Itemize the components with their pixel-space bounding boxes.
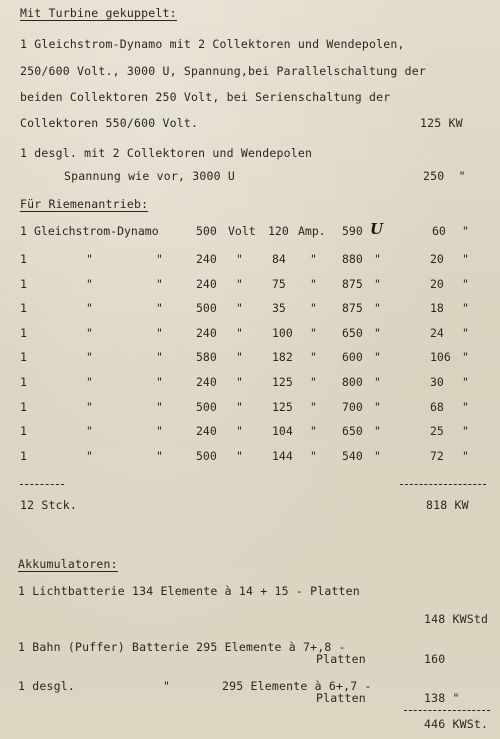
row-ditto-4: " <box>310 252 317 266</box>
subtotal-rule-right <box>400 484 486 485</box>
row-volt: 240 <box>196 252 217 266</box>
akku-line-3-platten: Platten <box>316 691 366 705</box>
turbine-kw-2: 250 " <box>423 169 466 183</box>
row-amp: 100 <box>272 325 293 340</box>
belt-first-desc: Gleichstrom-Dynamo <box>34 224 159 238</box>
row-ditto-4: " <box>310 325 317 340</box>
akku-line-3-label: 1 desgl. <box>18 679 75 693</box>
subtotal-rule-left <box>20 484 64 485</box>
row-ditto-5: " <box>374 276 381 291</box>
row-ditto-6: " <box>462 375 469 389</box>
akku-line-3: 295 Elemente à 6+,7 - <box>222 679 372 693</box>
row-rpm: 650 <box>342 424 363 439</box>
row-ditto-6: " <box>462 424 469 439</box>
row-ditto-5: " <box>374 448 381 463</box>
row-ditto-4: " <box>310 448 317 463</box>
row-ditto-1: " <box>86 301 93 316</box>
row-ditto-2: " <box>156 301 163 316</box>
row-ditto-2: " <box>156 375 163 389</box>
row-qty: 1 <box>20 448 27 463</box>
row-ditto-1: " <box>86 375 93 389</box>
row-ditto-1: " <box>86 350 93 365</box>
row-ditto-5: " <box>374 350 381 365</box>
row-qty: 1 <box>20 375 27 389</box>
row-ditto-3: " <box>236 375 243 389</box>
belt-first-amp-unit: Amp. <box>298 224 326 238</box>
akku-line-1-value: 148 KWStd <box>424 612 489 626</box>
akku-heading: Akkumulatoren: <box>18 557 118 571</box>
row-volt: 500 <box>196 448 217 463</box>
row-ditto-5: " <box>374 375 381 389</box>
row-amp: 84 <box>272 252 286 266</box>
row-ditto-3: " <box>236 252 243 266</box>
row-kw: 24 <box>430 325 444 340</box>
row-qty: 1 <box>20 276 27 291</box>
akku-line-1: 1 Lichtbatterie 134 Elemente à 14 + 15 - Platten <box>18 584 360 598</box>
row-amp: 104 <box>272 424 293 439</box>
row-rpm: 600 <box>342 350 363 365</box>
row-kw: 18 <box>430 301 444 316</box>
row-qty: 1 <box>20 252 27 266</box>
row-amp: 182 <box>272 350 293 365</box>
row-volt: 500 <box>196 399 217 414</box>
row-rpm: 875 <box>342 301 363 316</box>
row-ditto-1: " <box>86 424 93 439</box>
row-qty: 1 <box>20 325 27 340</box>
belt-first-qty: 1 <box>20 224 27 238</box>
row-ditto-6: " <box>462 399 469 414</box>
belt-total-qty: 12 Stck. <box>20 498 77 512</box>
turbine-kw-1: 125 KW <box>420 116 463 130</box>
row-volt: 240 <box>196 375 217 389</box>
row-ditto-2: " <box>156 276 163 291</box>
row-ditto-6: " <box>462 448 469 463</box>
row-ditto-3: " <box>236 276 243 291</box>
row-kw: 20 <box>430 252 444 266</box>
row-ditto-4: " <box>310 350 317 365</box>
row-ditto-1: " <box>86 448 93 463</box>
row-ditto-1: " <box>86 325 93 340</box>
row-ditto-3: " <box>236 350 243 365</box>
row-volt: 580 <box>196 350 217 365</box>
row-ditto-5: " <box>374 424 381 439</box>
row-rpm: 880 <box>342 252 363 266</box>
row-kw: 25 <box>430 424 444 439</box>
belt-first-kw: 60 <box>432 224 446 238</box>
row-ditto-4: " <box>310 276 317 291</box>
row-ditto-4: " <box>310 375 317 389</box>
row-rpm: 800 <box>342 375 363 389</box>
akku-line-3-ditto: " <box>163 679 171 693</box>
belt-first-rpm-unit: U <box>370 220 384 238</box>
row-kw: 68 <box>430 399 444 414</box>
row-ditto-4: " <box>310 301 317 316</box>
row-volt: 240 <box>196 276 217 291</box>
row-volt: 240 <box>196 424 217 439</box>
row-ditto-3: " <box>236 325 243 340</box>
row-ditto-2: " <box>156 350 163 365</box>
row-ditto-2: " <box>156 448 163 463</box>
belt-first-volt-unit: Volt <box>228 224 256 238</box>
row-ditto-5: " <box>374 399 381 414</box>
turbine-line-4: Collektoren 550/600 Volt. <box>20 116 199 130</box>
row-ditto-2: " <box>156 424 163 439</box>
row-ditto-6: " <box>462 252 469 266</box>
row-ditto-3: " <box>236 301 243 316</box>
row-ditto-2: " <box>156 399 163 414</box>
row-amp: 35 <box>272 301 286 316</box>
row-rpm: 700 <box>342 399 363 414</box>
row-ditto-1: " <box>86 276 93 291</box>
belt-first-kw-unit: " <box>462 224 469 238</box>
row-qty: 1 <box>20 424 27 439</box>
turbine-line-3: beiden Collektoren 250 Volt, bei Serienschaltung der <box>20 90 391 104</box>
akku-total: 446 KWSt. <box>424 717 489 731</box>
akku-line-2-value: 160 <box>424 652 446 666</box>
row-ditto-1: " <box>86 252 93 266</box>
row-kw: 20 <box>430 276 444 291</box>
row-ditto-2: " <box>156 325 163 340</box>
akku-line-2: 1 Bahn (Puffer) Batterie 295 Elemente à 7+,8 - <box>18 640 346 654</box>
turbine-line-6: Spannung wie vor, 3000 U <box>64 169 235 183</box>
row-ditto-3: " <box>236 399 243 414</box>
turbine-line-5: 1 desgl. mit 2 Collektoren und Wendepolen <box>20 146 313 160</box>
belt-first-rpm: 590 <box>342 224 363 238</box>
row-amp: 75 <box>272 276 286 291</box>
row-amp: 144 <box>272 448 293 463</box>
row-ditto-4: " <box>310 399 317 414</box>
row-rpm: 650 <box>342 325 363 340</box>
row-rpm: 875 <box>342 276 363 291</box>
row-ditto-6: " <box>462 350 469 365</box>
row-ditto-6: " <box>462 301 469 316</box>
belt-heading: Für Riemenantrieb: <box>20 197 149 211</box>
row-kw: 106 <box>430 350 451 365</box>
akku-line-3-value: 138 " <box>424 691 460 705</box>
row-qty: 1 <box>20 350 27 365</box>
row-amp: 125 <box>272 399 293 414</box>
row-volt: 500 <box>196 301 217 316</box>
row-rpm: 540 <box>342 448 363 463</box>
belt-first-amp: 120 <box>268 224 289 238</box>
row-ditto-6: " <box>462 325 469 340</box>
row-qty: 1 <box>20 301 27 316</box>
row-ditto-5: " <box>374 252 381 266</box>
belt-total-kw: 818 KW <box>426 498 469 512</box>
akku-line-2-platten: Platten <box>316 652 366 666</box>
row-ditto-6: " <box>462 276 469 291</box>
row-ditto-4: " <box>310 424 317 439</box>
turbine-line-1: 1 Gleichstrom-Dynamo mit 2 Collektoren und Wendepolen, <box>20 37 405 51</box>
akku-total-rule <box>404 710 490 711</box>
row-kw: 72 <box>430 448 444 463</box>
row-qty: 1 <box>20 399 27 414</box>
row-ditto-1: " <box>86 399 93 414</box>
turbine-heading: Mit Turbine gekuppelt: <box>20 6 177 20</box>
row-ditto-5: " <box>374 301 381 316</box>
row-kw: 30 <box>430 375 444 389</box>
row-ditto-3: " <box>236 424 243 439</box>
turbine-line-2: 250/600 Volt., 3000 U, Spannung,bei Parallelschaltung der <box>20 64 427 78</box>
row-ditto-2: " <box>156 252 163 266</box>
row-ditto-3: " <box>236 448 243 463</box>
row-ditto-5: " <box>374 325 381 340</box>
row-volt: 240 <box>196 325 217 340</box>
belt-first-volt: 500 <box>196 224 217 238</box>
row-amp: 125 <box>272 375 293 389</box>
